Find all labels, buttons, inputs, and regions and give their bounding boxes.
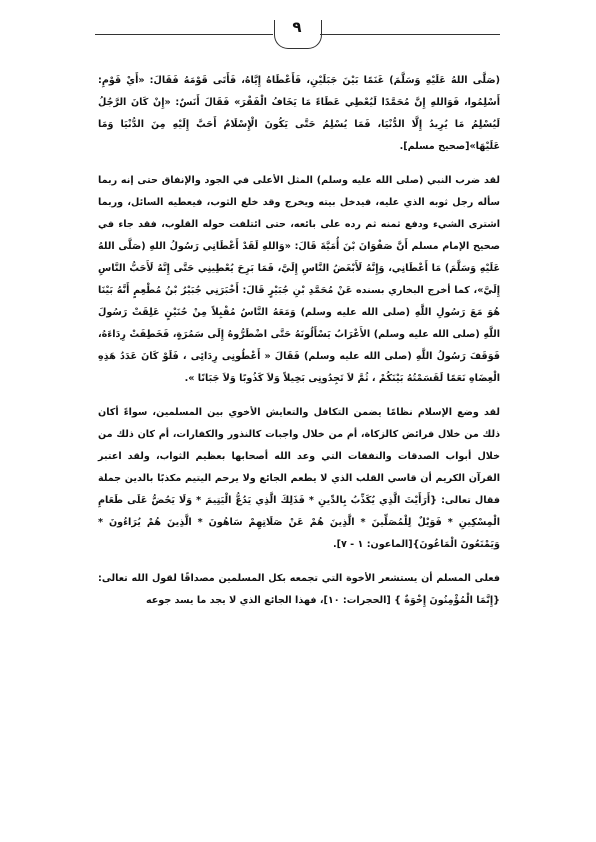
paragraph-islamic-solidarity: لقد وضع الإسلام نظامًا يضمن التكافل والتعايش الأخوي بين المسلمين، سواءً أكان ذلك من خلال فرائض كالزكاة، أم من خلال واجبات كالنذور والكفارات، أم كان ذلك من خلال أبواب الصدقات والنفقات التي وعد الله أصحابها بعظيم الثواب، ولقد اعتبر القرآن الكريم أن قاسي القلب الذي لا يطعم الجائع ولا يرحم اليتيم مكذبًا بالدين جملة فقال تعالى: {أَرَأَيْتَ الَّذِي يُكَذِّبُ بِالدِّينِ * فَذَلِكَ الَّذِي يَدُعُّ الْيَتِيمَ * وَلَا يَحُضُّ عَلَى طَعَامِ الْمِسْكِينِ * فَوَيْلٌ لِلْمُصَلِّينَ * الَّذِينَ هُمْ عَنْ صَلَاتِهِمْ سَاهُونَ * الَّذِينَ هُمْ يُرَاءُونَ * وَيَمْنَعُونَ الْمَاعُونَ}[الماعون: ١ - ٧]. bbox=[98, 407, 500, 550]
body-text bbox=[98, 70, 500, 624]
header-rule-right bbox=[320, 34, 500, 35]
page-number: ٩ bbox=[292, 18, 302, 36]
paragraph-hadith-quote: (صَلَّى اللهُ عَلَيْهِ وَسَلَّمَ) غَنَمًا بَيْنَ جَبَلَيْنِ، فَأَعْطَاهُ إِيَّاهُ، فَأَتَى قَوْمَهُ فَقَالَ: «أَيْ قَوْمِ: أَسْلِمُوا، فَوَاللهِ إِنَّ مُحَمَّدًا لَيُعْطِي عَطَاءً مَا يَخَافُ الْفَقْرَ» فَقَالَ أَنَسٌ: «إِنْ كَانَ الرَّجُلُ لَيُسْلِمُ مَا يُرِيدُ إِلَّا الدُّنْيَا، فَمَا يُسْلِمُ حَتَّى يَكُونَ الْإِسْلَامُ أَحَبَّ إِلَيْهِ مِنَ الدُّنْيَا وَمَا عَلَيْهَا»[صحيح مسلم]. bbox=[98, 75, 500, 152]
paragraph-brotherhood: فعلى المسلم أن يستشعر الأخوة التي تجمعه بكل المسلمين مصداقًا لقول الله تعالى: {إِنَّمَا الْمُؤْمِنُونَ إِخْوَةٌ } [الحجرات: ١٠]، فهذا الجائع الذي لا يجد ما يسد جوعه bbox=[98, 573, 500, 606]
paragraph-prophet-generosity: لقد ضرب النبي (صلى الله عليه وسلم) المثل الأعلى في الجود والإنفاق حتى إنه ربما سأله رجل ثوبه الذي عليه، فيدخل بيته ويخرج وقد خلع الثوب، فيعطيه السائل، وربما اشترى الشيء ودفع ثمنه ثم رده على بائعه، حتى ائتلفت حوله القلوب، فقد جاء في صحيح الإمام مسلم أَنَّ صَفْوَانَ بْنَ أُمَيَّةَ قَالَ: «وَاللهِ لَقَدْ أَعْطَانِي رَسُولُ اللهِ (صَلَّى اللهُ عَلَيْهِ وَسَلَّمَ) مَا أَعْطَانِي، وَإِنَّهُ لَأَبْغَضُ النَّاسِ إِلَيَّ، فَمَا بَرِحَ يُعْطِينِي حَتَّى إِنَّهُ لَأَحَبُّ النَّاسِ إِلَيَّ»، كما أخرج البخاري بسنده عَنْ مُحَمَّدِ بْنِ جُبَيْرٍ قَالَ: أَخْبَرَنِي جُبَيْرُ بْنُ مُطْعِمٍ أَنَّهُ بَيْنَا هُوَ مَعَ رَسُولِ اللَّهِ (صلى الله عليه وسلم) وَمَعَهُ النَّاسُ مُقْبِلاً مِنْ حُنَيْنٍ عَلِقَتْ رَسُولَ اللَّهِ (صلى الله عليه وسلم) الأَعْرَابُ يَسْأَلُونَهُ حَتَّى اضْطَرُّوهُ إِلَى سَمُرَةٍ، فَخَطِفَتْ رِدَاءَهُ، فَوَقَفَ رَسُولُ اللَّهِ (صلى الله عليه وسلم) فَقَالَ « أَعْطُونِى رِدَائِى ، فَلَوْ كَانَ عَدَدُ هَذِهِ الْعِضَاهِ نَعَمًا لَقَسَمْتُهُ بَيْنَكُمْ ، ثُمَّ لاَ تَجِدُونِى بَخِيلاً وَلاَ كَذُوبًا وَلاَ جَبَانًا ». bbox=[98, 175, 500, 384]
header-rule-left bbox=[95, 34, 273, 35]
